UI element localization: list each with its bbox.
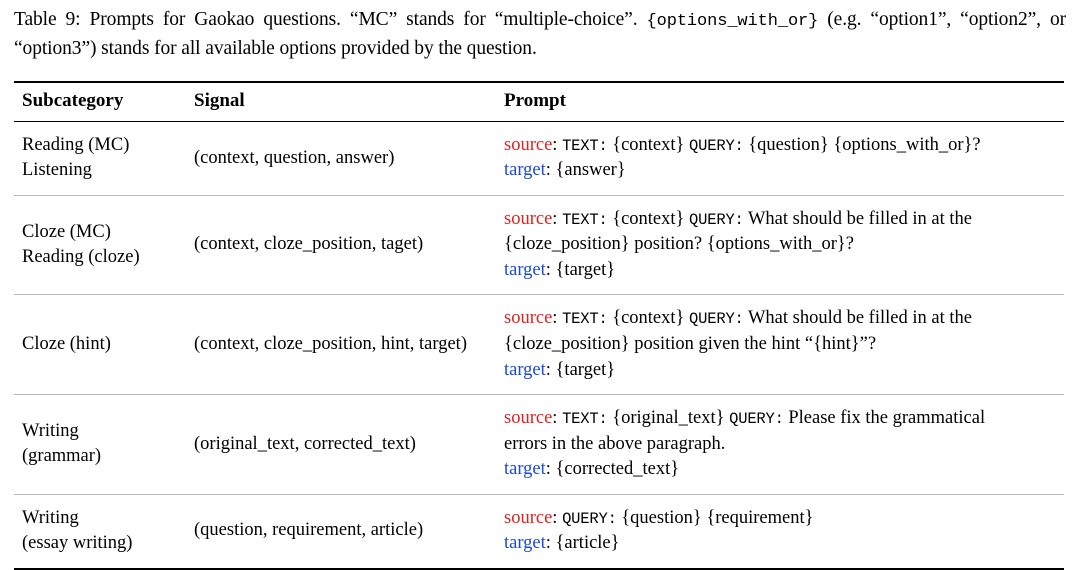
subcategory-line: (essay writing) xyxy=(22,533,133,554)
cell-prompt xyxy=(496,395,1064,495)
prompt-source-line: source: QUERY: {question} {requirement} xyxy=(504,507,814,528)
column-header-subcategory: Subcategory xyxy=(22,89,124,111)
prompt-tag: QUERY: xyxy=(689,210,744,229)
prompt-source-line: source: TEXT: {context} QUERY: What should be filled in at the xyxy=(504,308,972,329)
cell-signal: (context, cloze_position, taget) xyxy=(194,234,424,255)
prompt-text: {context} xyxy=(607,134,690,155)
caption-label: Table 9: xyxy=(14,9,81,30)
caption-placeholder-token: {options_with_or} xyxy=(646,12,819,31)
table-header xyxy=(14,82,1064,122)
table-caption xyxy=(14,6,1066,63)
prompt-target-line: target: {answer} xyxy=(504,160,626,181)
source-label: source xyxy=(504,408,553,429)
prompt-source-line-continued: {cloze_position} position given the hint “{hint}”? xyxy=(504,334,877,354)
cell-signal: (original_text, corrected_text) xyxy=(194,433,416,454)
column-header-prompt: Prompt xyxy=(504,89,566,111)
prompt-tag: QUERY: xyxy=(729,410,784,429)
subcategory-line: Writing xyxy=(22,507,79,528)
prompt-source-line: source: TEXT: {original_text} QUERY: Please fix the grammatical xyxy=(504,408,986,429)
source-label: source xyxy=(504,308,553,329)
cell-subcategory xyxy=(14,121,186,195)
cell-prompt xyxy=(496,121,1064,195)
prompt-text: Please fix the grammatical xyxy=(783,408,986,429)
prompt-tag: QUERY: xyxy=(689,136,744,155)
prompt-text: {corrected_text} xyxy=(555,459,680,480)
prompt-text: {answer} xyxy=(555,160,626,181)
table-body xyxy=(14,121,1064,568)
cell-subcategory xyxy=(14,295,186,395)
prompt-text: {context} xyxy=(607,208,690,229)
cell-signal: (context, question, answer) xyxy=(194,147,395,168)
prompt-source-line-continued: errors in the above paragraph. xyxy=(504,433,726,454)
prompt-text: What should be filled in at the xyxy=(743,208,972,229)
prompt-tag: QUERY: xyxy=(689,310,744,329)
prompt-target-line: target: {corrected_text} xyxy=(504,459,680,480)
subcategory-line: Cloze (MC) xyxy=(22,221,111,242)
target-label: target xyxy=(504,259,546,280)
prompt-tag: TEXT: xyxy=(562,136,608,155)
prompt-source-line: source: TEXT: {context} QUERY: {question} {options_with_or}? xyxy=(504,134,981,155)
prompt-text: {article} xyxy=(555,533,620,554)
table-row xyxy=(14,494,1064,569)
cell-subcategory xyxy=(14,494,186,569)
cell-prompt xyxy=(496,295,1064,395)
table-row xyxy=(14,295,1064,395)
table-header-row xyxy=(14,82,1064,122)
source-label: source xyxy=(504,507,553,528)
prompt-tag: TEXT: xyxy=(562,410,608,429)
prompt-text: What should be filled in at the xyxy=(743,308,972,329)
target-label: target xyxy=(504,459,546,480)
cell-prompt xyxy=(496,195,1064,295)
prompt-text: {original_text} xyxy=(607,408,730,429)
source-label: source xyxy=(504,134,553,155)
cell-signal: (context, cloze_position, hint, target) xyxy=(194,334,467,354)
prompt-target-line: target: {article} xyxy=(504,533,620,554)
subcategory-line: Reading (cloze) xyxy=(22,247,140,268)
prompt-target-line: target: {target} xyxy=(504,359,616,380)
caption-text-part-2: (e.g. “option1”, “option2”, or “option3”) stands for all available options provided by the question. xyxy=(14,9,1067,59)
column-header-signal: Signal xyxy=(194,89,245,111)
table-row xyxy=(14,395,1064,495)
caption-text-part-1: Prompts for Gaokao questions. “MC” stands for “multiple-choice”. xyxy=(89,9,647,30)
prompt-text: {question} {requirement} xyxy=(616,507,814,528)
target-label: target xyxy=(504,359,546,380)
cell-subcategory xyxy=(14,395,186,495)
prompt-tag: TEXT: xyxy=(562,210,608,229)
subcategory-line: Cloze (hint) xyxy=(22,334,111,354)
source-label: source xyxy=(504,208,553,229)
prompt-target-line: target: {target} xyxy=(504,259,616,280)
prompt-tag: TEXT: xyxy=(562,310,608,329)
cell-prompt xyxy=(496,494,1064,569)
prompt-text: {question} {options_with_or}? xyxy=(743,134,981,155)
subcategory-line: Writing xyxy=(22,420,79,441)
subcategory-line: Listening xyxy=(22,160,92,181)
table-row xyxy=(14,195,1064,295)
prompt-source-line-continued: {cloze_position} position? {options_with_or}? xyxy=(504,234,854,255)
prompt-tag: QUERY: xyxy=(562,509,617,528)
prompt-text: {target} xyxy=(555,359,616,380)
target-label: target xyxy=(504,160,546,181)
target-label: target xyxy=(504,533,546,554)
prompt-text: {context} xyxy=(607,308,690,329)
cell-subcategory xyxy=(14,195,186,295)
cell-signal: (question, requirement, article) xyxy=(194,520,424,541)
table-row xyxy=(14,121,1064,195)
subcategory-line: (grammar) xyxy=(22,446,102,467)
prompts-table xyxy=(14,81,1064,570)
subcategory-line: Reading (MC) xyxy=(22,134,130,155)
prompt-source-line: source: TEXT: {context} QUERY: What should be filled in at the xyxy=(504,208,972,229)
prompt-text: {target} xyxy=(555,259,616,280)
